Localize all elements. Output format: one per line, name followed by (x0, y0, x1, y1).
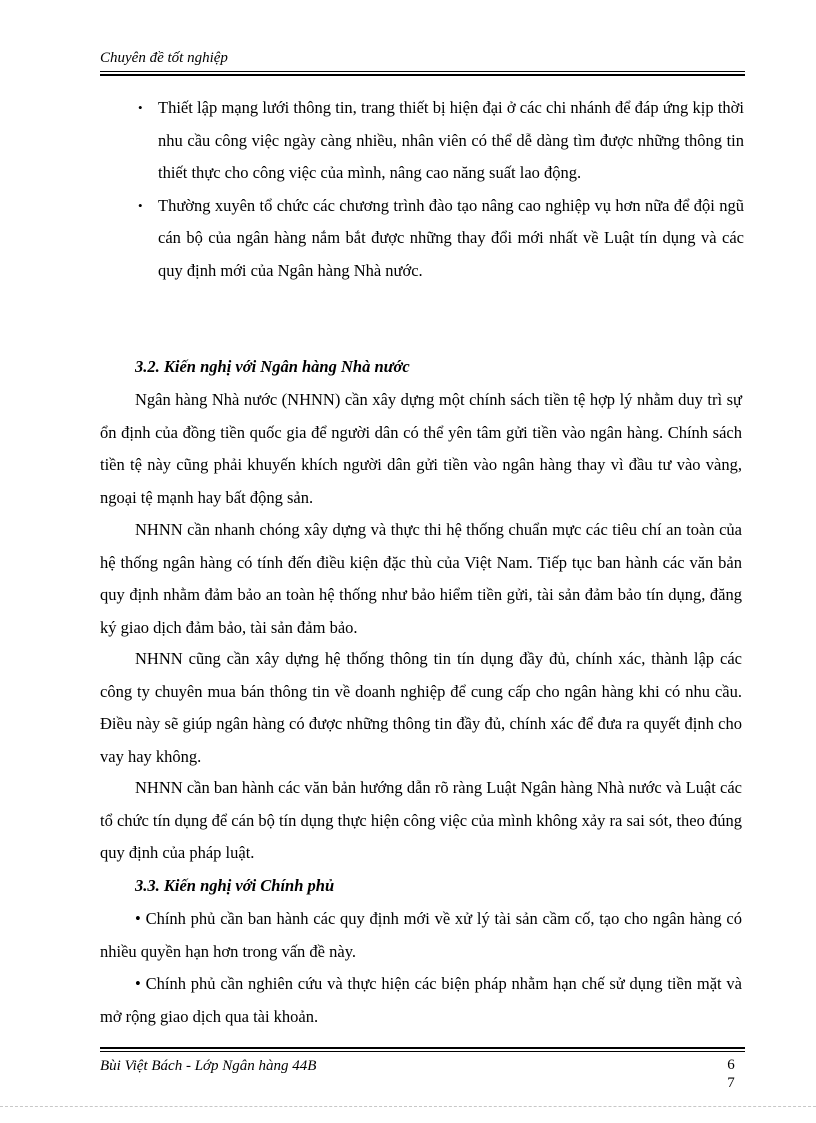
bullet-icon: • (135, 909, 141, 928)
bullet-icon: • (135, 974, 141, 993)
paragraph: NHNN cũng cần xây dựng hệ thống thông tin tín dụng đầy đủ, chính xác, thành lập các công ty chuyên mua bán thông tin về doanh nghiệp để cung cấp cho ngân hàng khi có nhu cầu. Điều này sẽ giúp ngân hàng có được những thông tin đầy đủ, chính xác để đưa ra quyết định cho vay hay không. (100, 649, 742, 766)
list-item (138, 92, 744, 190)
paragraph (100, 968, 742, 1033)
paragraph-text: Chính phủ cần nghiên cứu và thực hiện các biện pháp nhằm hạn chế sử dụng tiền mặt và mở rộng giao dịch qua tài khoản. (100, 974, 743, 1026)
paragraph: NHNN cần nhanh chóng xây dựng và thực thi hệ thống chuẩn mực các tiêu chí an toàn của hệ thống ngân hàng có tính đến điều kiện đặc thù của Việt Nam. Tiếp tục ban hành các văn bản quy định nhằm đảm bảo an toàn hệ thống như bảo hiểm tiền gửi, tài sản đảm bảo tín dụng, đăng ký giao dịch đảm bảo, tài sản đảm bảo. (100, 520, 742, 637)
footer-rule-thick (100, 1047, 745, 1049)
section-heading: 3.2. Kiến nghị với Ngân hàng Nhà nước (135, 357, 410, 376)
page-number: 67 (727, 1057, 735, 1091)
bullet-list-top (138, 92, 744, 287)
paragraph: Ngân hàng Nhà nước (NHNN) cần xây dựng một chính sách tiền tệ hợp lý nhằm duy trì sự ổn định của đồng tiền quốc gia để người dân có thể yên tâm gửi tiền vào ngân hàng. Chính sách tiền tệ này cũng phải khuyến khích người dân gửi tiền vào ngân hàng thay vì đầu tư vào vàng, ngoại tệ mạnh hay bất động sản. (100, 390, 742, 507)
section-heading: 3.3. Kiến nghị với Chính phủ (135, 876, 335, 895)
list-item (138, 190, 744, 288)
paragraph (100, 903, 742, 968)
running-footer: Bùi Việt Bách - Lớp Ngân hàng 44B (100, 1058, 317, 1074)
header-rule-thick (100, 74, 745, 76)
bullet-icon: • (138, 197, 143, 213)
paragraph: NHNN cần ban hành các văn bản hướng dẫn rõ ràng Luật Ngân hàng Nhà nước và Luật các tổ chức tín dụng để cán bộ tín dụng thực hiện công việc của mình không xảy ra sai sót, theo đúng quy định của pháp luật. (100, 778, 742, 862)
page-separator (0, 1106, 816, 1107)
paragraph-text: Chính phủ cần ban hành các quy định mới về xử lý tài sản cầm cố, tạo cho ngân hàng có nhiều quyền hạn hơn trong vấn đề này. (100, 909, 742, 961)
bullet-text: Thiết lập mạng lưới thông tin, trang thiết bị hiện đại ở các chi nhánh để đáp ứng kịp thời nhu cầu công việc ngày càng nhiều, nhân viên có thể dễ dàng tìm được những thông tin thiết thực cho công việc của mình, nâng cao năng suất lao động. (158, 98, 744, 182)
bullet-text: Thường xuyên tổ chức các chương trình đào tạo nâng cao nghiệp vụ hơn nữa để đội ngũ cán bộ của ngân hàng nắm bắt được những thay đổi mới nhất về Luật tín dụng và các quy định mới của Ngân hàng Nhà nước. (158, 195, 744, 280)
header-rule-thin (100, 71, 745, 72)
footer-rule-thin (100, 1051, 745, 1052)
running-header: Chuyên đề tốt nghiệp (100, 50, 228, 66)
bullet-icon: • (138, 100, 143, 115)
